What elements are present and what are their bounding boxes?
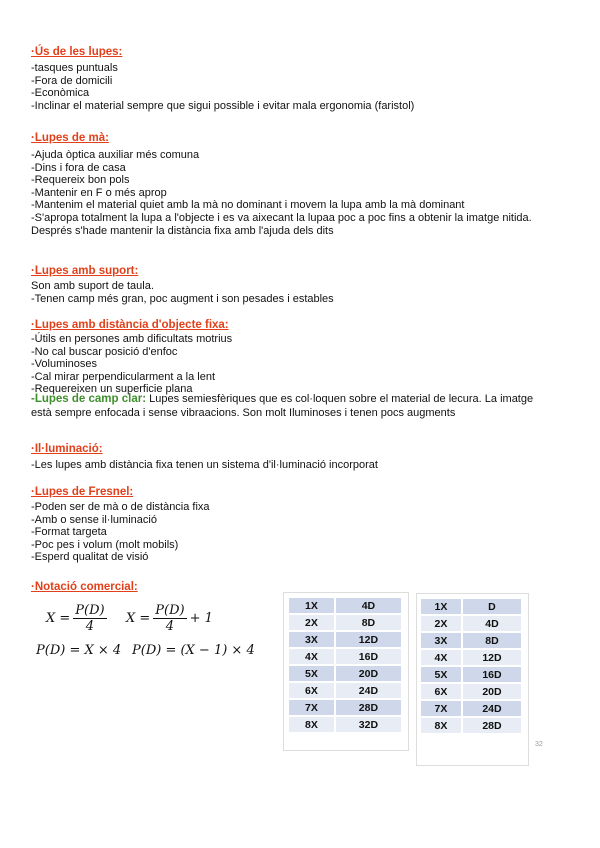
heading-lupes-suport: ·Lupes amb suport: bbox=[31, 265, 139, 277]
table-row bbox=[420, 649, 522, 666]
heading-lupes-ma: ·Lupes de mà: bbox=[31, 132, 109, 144]
magnification-table-1 bbox=[287, 596, 403, 734]
table-cell: 24D bbox=[462, 700, 522, 717]
table-row bbox=[420, 666, 522, 683]
list-fresnel bbox=[31, 501, 210, 564]
list-item: -Mantenim el material quiet amb la mà no dominant i movem la lupa amb la mà dominant bbox=[31, 199, 465, 212]
list-item: -tasques puntuals bbox=[31, 62, 118, 74]
fraction-numerator: P(D) bbox=[75, 603, 105, 618]
table-row bbox=[288, 597, 402, 614]
list-item: -Cal mirar perpendicularment a la lent bbox=[31, 370, 216, 383]
table-row bbox=[420, 632, 522, 649]
list-item: -Econòmica bbox=[31, 87, 90, 100]
table-cell: 8D bbox=[462, 632, 522, 649]
list-item: Son amb suport de taula. bbox=[31, 280, 154, 292]
table-cell: 7X bbox=[288, 699, 335, 716]
table-cell: 8D bbox=[335, 614, 402, 631]
table-cell: 20D bbox=[335, 665, 402, 682]
section-notacio bbox=[31, 580, 138, 594]
page-number: 32 bbox=[535, 741, 543, 748]
list-item: -Amb o sense il·luminació bbox=[31, 513, 157, 526]
list-item: Després s'hade mantenir la distància fixa amb l'ajuda dels dits bbox=[31, 224, 334, 237]
table-cell: 3X bbox=[288, 631, 335, 648]
table-cell: 4D bbox=[335, 597, 402, 614]
table-row bbox=[420, 683, 522, 700]
formula-p2: P(D) = (X − 1) × 4 bbox=[132, 643, 255, 658]
section-us-lupes bbox=[31, 45, 414, 112]
table-cell: 24D bbox=[335, 682, 402, 699]
table-cell: 2X bbox=[288, 614, 335, 631]
section-lupes-suport bbox=[31, 264, 334, 305]
list-item: -Fora de domicili bbox=[31, 74, 113, 87]
table-cell: 5X bbox=[288, 665, 335, 682]
list-us-lupes bbox=[31, 62, 414, 112]
heading-illuminacio: ·Il·luminació: bbox=[31, 443, 103, 455]
list-item: -Poden ser de mà o de distància fixa bbox=[31, 501, 210, 513]
magnification-table-2 bbox=[419, 597, 523, 735]
formula-lhs: X = bbox=[126, 611, 151, 626]
table-row bbox=[288, 614, 402, 631]
section-fresnel bbox=[31, 485, 210, 564]
list-item: -S'apropa totalment la lupa a l'objecte i es va aixecant la lupaa poc a poc fins a obtenir la imatge nitida. bbox=[31, 211, 532, 224]
table-cell: 3X bbox=[420, 632, 462, 649]
list-item: -Ajuda òptica auxiliar més comuna bbox=[31, 149, 200, 161]
table-cell: 4X bbox=[420, 649, 462, 666]
fraction-denominator: 4 bbox=[165, 619, 175, 634]
section-lupes-ma bbox=[31, 131, 532, 237]
camp-clar-paragraph bbox=[31, 393, 533, 406]
list-lupes-distancia-fixa bbox=[31, 333, 533, 396]
table-row bbox=[420, 598, 522, 615]
table-row bbox=[288, 716, 402, 733]
list-item: -Dins i fora de casa bbox=[31, 161, 126, 174]
fraction-numerator: P(D) bbox=[155, 603, 185, 618]
table-cell: 6X bbox=[420, 683, 462, 700]
fraction-denominator: 4 bbox=[85, 619, 95, 634]
section-lupes-distancia-fixa bbox=[31, 318, 533, 419]
table-cell: 4X bbox=[288, 648, 335, 665]
list-item: -Requereix bon pols bbox=[31, 174, 130, 187]
list-item: -Inclinar el material sempre que sigui possible i evitar mala ergonomia (faristol) bbox=[31, 99, 415, 112]
table-cell: 8X bbox=[420, 717, 462, 734]
table-row bbox=[288, 631, 402, 648]
table-cell: 32D bbox=[335, 716, 402, 733]
table-row bbox=[420, 615, 522, 632]
table-cell: 8X bbox=[288, 716, 335, 733]
list-item: -Útils en persones amb dificultats motrius bbox=[31, 333, 233, 345]
table-cell: 1X bbox=[420, 598, 462, 615]
table-cell: 12D bbox=[462, 649, 522, 666]
heading-us-lupes: ·Ús de les lupes: bbox=[31, 46, 123, 58]
list-item: -Mantenir en F o més aprop bbox=[31, 186, 167, 199]
table-cell: 6X bbox=[288, 682, 335, 699]
table-row bbox=[288, 648, 402, 665]
table-cell: 12D bbox=[335, 631, 402, 648]
fraction bbox=[73, 603, 106, 634]
list-item: -Requereixen un superficie plana bbox=[31, 383, 193, 396]
table-cell: 16D bbox=[462, 666, 522, 683]
table-row bbox=[288, 682, 402, 699]
list-illuminacio bbox=[31, 459, 378, 472]
table-row bbox=[288, 699, 402, 716]
table-cell: 2X bbox=[420, 615, 462, 632]
list-item: -Poc pes i volum (molt mobils) bbox=[31, 538, 179, 551]
table-cell: 28D bbox=[462, 717, 522, 734]
table-row bbox=[288, 665, 402, 682]
section-illuminacio bbox=[31, 442, 378, 472]
table-cell: 28D bbox=[335, 699, 402, 716]
formula-x-2 bbox=[126, 603, 213, 634]
list-item: -Voluminoses bbox=[31, 358, 98, 371]
list-item: -Les lupes amb distància fixa tenen un sistema d'il·luminació incorporat bbox=[31, 459, 378, 471]
table-cell: 20D bbox=[462, 683, 522, 700]
fraction bbox=[153, 603, 186, 634]
table-cell: 7X bbox=[420, 700, 462, 717]
heading-fresnel: ·Lupes de Fresnel: bbox=[31, 486, 134, 498]
list-item: -Format targeta bbox=[31, 526, 107, 539]
table-cell: 1X bbox=[288, 597, 335, 614]
table-cell: D bbox=[462, 598, 522, 615]
heading-notacio: ·Notació comercial: bbox=[31, 581, 138, 593]
list-lupes-ma bbox=[31, 149, 532, 237]
table-cell: 5X bbox=[420, 666, 462, 683]
formula-x-1 bbox=[46, 603, 110, 634]
camp-clar-text: Lupes semiesfèriques que es col·loquen sobre el material de lecura. La imatge bbox=[146, 392, 534, 405]
formula-plus-one: + 1 bbox=[189, 611, 213, 626]
formula-lhs: X = bbox=[46, 611, 71, 626]
table-cell: 16D bbox=[335, 648, 402, 665]
camp-clar-text-2: està sempre enfocada i sense vibraacions. Son molt Iluminoses i tenen pocs augments bbox=[31, 406, 456, 419]
list-item: -No cal buscar posició d'enfoc bbox=[31, 345, 178, 358]
table-cell: 4D bbox=[462, 615, 522, 632]
table-row bbox=[420, 717, 522, 734]
camp-clar-label: -Lupes de camp clar: bbox=[31, 392, 147, 405]
list-item: -Tenen camp més gran, poc augment i son pesades i estables bbox=[31, 292, 334, 305]
table-row bbox=[420, 700, 522, 717]
list-item: -Esperd qualitat de visió bbox=[31, 551, 149, 564]
list-lupes-suport bbox=[31, 280, 334, 305]
formula-p1: P(D) = X × 4 bbox=[36, 643, 122, 658]
heading-lupes-distancia-fixa: ·Lupes amb distància d'objecte fixa: bbox=[31, 319, 229, 331]
